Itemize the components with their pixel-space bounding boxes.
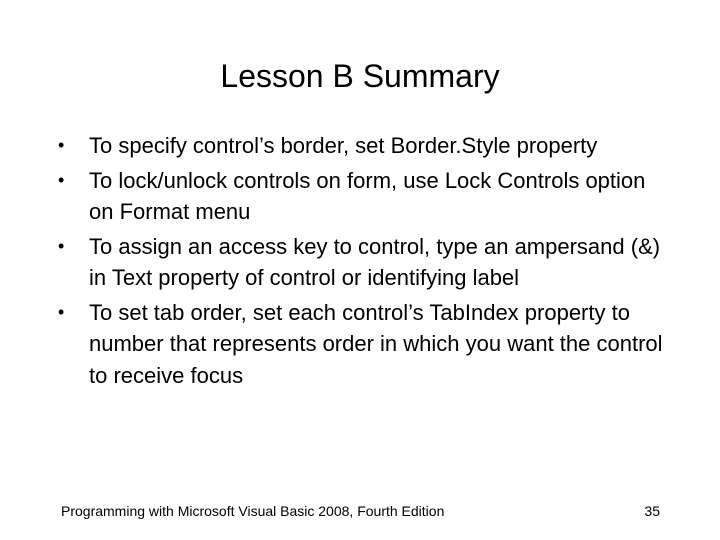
bullet-text: To specify control’s border, set Border.Style property	[89, 133, 598, 158]
bullet-item	[58, 231, 668, 294]
bullet-item	[58, 165, 668, 228]
bullet-text: To set tab order, set each control’s TabIndex property to number that represents order in which you want the control to receive focus	[89, 299, 663, 388]
bullet-item	[58, 297, 668, 392]
bullet-text: To lock/unlock controls on form, use Lock Controls option on Format menu	[89, 167, 646, 224]
bullet-icon: •	[58, 235, 65, 256]
slide-title: Lesson B Summary	[220, 58, 500, 94]
page-number: 35	[644, 503, 660, 519]
bullet-item	[58, 130, 668, 162]
bullet-icon: •	[58, 169, 65, 190]
bullet-icon: •	[58, 135, 65, 155]
footer-book-title: Programming with Microsoft Visual Basic 2008, Fourth Edition	[61, 503, 445, 519]
bullet-text: To assign an access key to control, type an ampersand (&) in Text property of control or identifying label	[89, 233, 661, 290]
bullet-list	[58, 130, 668, 394]
bullet-icon: •	[58, 301, 65, 322]
